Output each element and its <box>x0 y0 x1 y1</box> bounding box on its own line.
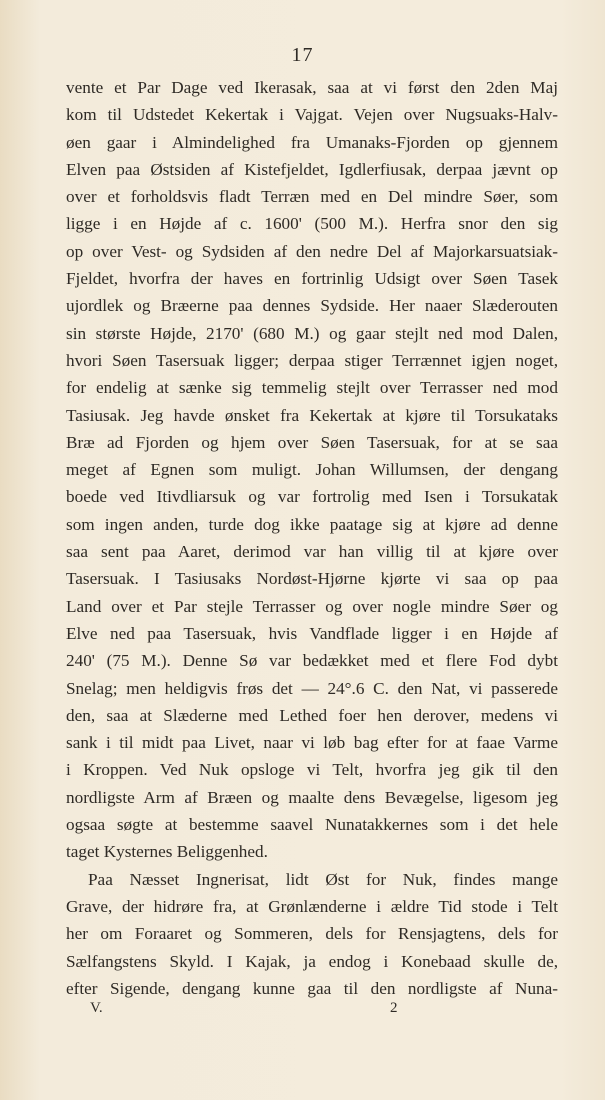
text-line: Tasiusak. Jeg havde ønsket fra Kekertak at kjøre til Torsukataks <box>66 405 558 425</box>
text-line-paragraph-end: taget Kysternes Beliggenhed. <box>66 842 268 862</box>
text-line: Bræ ad Fjorden og hjem over Søen Tasersuak, for at se saa <box>66 432 558 452</box>
text-line: den, saa at Slæderne med Lethed foer hen derover, medens vi <box>66 705 558 725</box>
text-line: 240' (75 M.). Denne Sø var bedækket med et flere Fod dybt <box>66 651 558 671</box>
text-line: saa sent paa Aaret, derimod var han villig til at kjøre over <box>66 542 558 562</box>
text-line: her om Foraaret og Sommeren, dels for Rensjagtens, dels for <box>66 924 558 944</box>
text-line: Sælfangstens Skyld. I Kajak, ja endog i Konebaad skulle de, <box>66 951 558 971</box>
sheet-number: 2 <box>390 1000 398 1016</box>
text-line: Elve ned paa Tasersuak, hvis Vandflade ligger i en Højde af <box>66 623 558 643</box>
text-line: ogsaa søgte at bestemme saavel Nunatakkernes som i det hele <box>66 815 558 835</box>
page-footer <box>66 1000 558 1026</box>
text-line: Elven paa Østsiden af Kistefjeldet, Igdlerfiusak, derpaa jævnt op <box>66 159 558 179</box>
text-line: sank i til midt paa Livet, naar vi løb bag efter for at faae Varme <box>66 733 558 753</box>
text-line: Snelag; men heldigvis frøs det — 24°.6 C. den Nat, vi passerede <box>66 678 558 698</box>
text-line: op over Vest- og Sydsiden af den nedre Del af Majorkarsuatsiak- <box>66 241 558 261</box>
signature-mark: V. <box>90 1000 103 1016</box>
text-line-paragraph-start: Paa Næsset Ingnerisat, lidt Øst for Nuk, findes mange <box>88 869 558 889</box>
text-line: nordligste Arm af Bræen og maalte dens Bevægelse, ligesom jeg <box>66 787 558 807</box>
page-number: 17 <box>291 44 314 66</box>
text-line: Fjeldet, hvorfra der haves en fortrinlig Udsigt over Søen Tasek <box>66 269 558 289</box>
text-line: boede ved Itivdliarsuk og var fortrolig med Isen i Torsukatak <box>66 487 558 507</box>
text-line: for endelig at sænke sig temmelig stejlt over Terrasser ned mod <box>66 378 558 398</box>
text-line: ligge i en Højde af c. 1600' (500 M.). Herfra snor den sig <box>66 214 558 234</box>
text-line: over et forholdsvis fladt Terræn med en Del mindre Søer, som <box>66 187 558 207</box>
text-line: meget af Egnen som muligt. Johan Willumsen, der dengang <box>66 460 558 480</box>
text-line: sin største Højde, 2170' (680 M.) og gaar stejlt ned mod Dalen, <box>66 323 558 343</box>
text-line: Tasersuak. I Tasiusaks Nordøst-Hjørne kjørte vi saa op paa <box>66 569 558 589</box>
body-text <box>66 74 558 1002</box>
text-line: kom til Udstedet Kekertak i Vajgat. Vejen over Nugsuaks-Halv- <box>66 105 558 125</box>
text-line: efter Sigende, dengang kunne gaa til den nordligste af Nuna- <box>66 978 558 998</box>
text-line: hvori Søen Tasersuak ligger; derpaa stiger Terrænnet igjen noget, <box>66 350 558 370</box>
text-line: vente et Par Dage ved Ikerasak, saa at vi først den 2den Maj <box>66 78 558 97</box>
text-line: som ingen anden, turde dog ikke paatage sig at kjøre ad denne <box>66 514 558 534</box>
text-line: Grave, der hidrøre fra, at Grønlænderne i ældre Tid stode i Telt <box>66 896 558 916</box>
text-line: øen gaar i Almindelighed fra Umanaks-Fjorden op gjennem <box>66 132 558 152</box>
text-line: Land over et Par stejle Terrasser og over nogle mindre Søer og <box>66 596 558 616</box>
text-line: ujordlek og Bræerne paa dennes Sydside. Her naaer Slæderouten <box>66 296 558 316</box>
text-line: i Kroppen. Ved Nuk opsloge vi Telt, hvorfra jeg gik til den <box>66 760 558 780</box>
